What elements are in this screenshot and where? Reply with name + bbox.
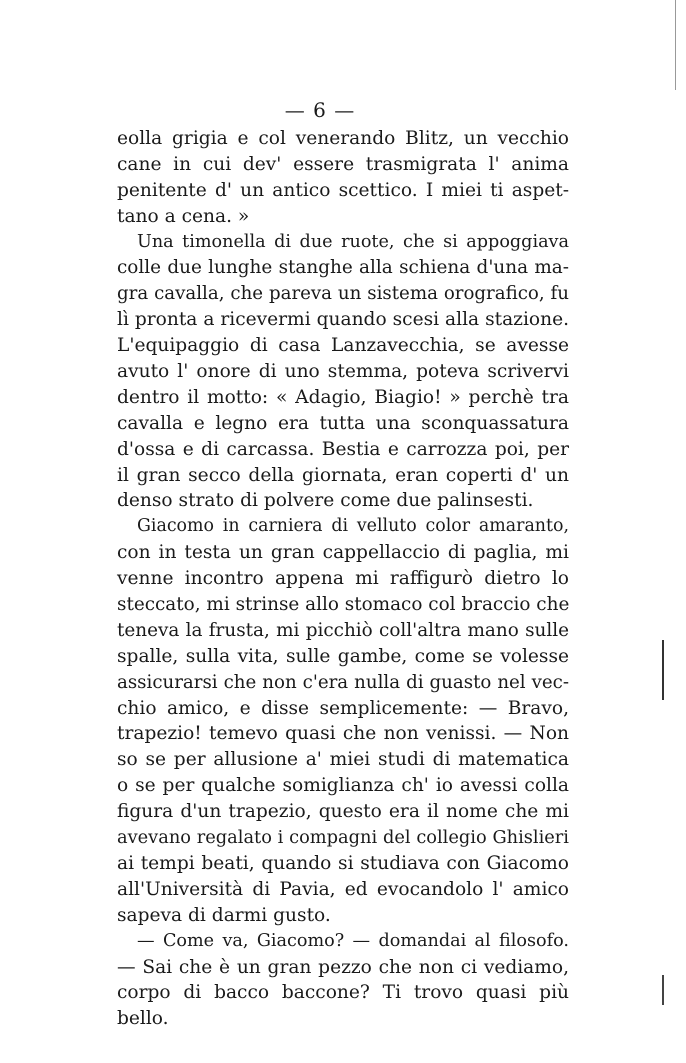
text-line: gra cavalla, che pareva un sistema orografico, fu — [117, 283, 569, 305]
text-line: all'Università di Pavia, ed evocandolo l' amico — [117, 878, 569, 900]
text-line: L'equipaggio di casa Lanzavecchia, se avesse — [117, 335, 569, 357]
text-line: bello. — [117, 1008, 169, 1030]
text-line: d'ossa e di carcassa. Bestia e carrozza poi, per — [117, 438, 569, 460]
text-line: sapeva di darmi gusto. — [117, 904, 331, 926]
text-line: Giacomo in carniera di velluto color amaranto, — [137, 516, 569, 537]
text-line: — Sai che è un gran pezzo che non ci vediamo, — [117, 956, 569, 978]
scan-edge-mark — [675, 0, 676, 90]
scan-edge-mark — [662, 640, 664, 700]
text-line: spalle, sulla vita, sulle gambe, come se volesse — [117, 645, 569, 667]
text-line: cane in cui dev' essere trasmigrata l' anima — [117, 153, 569, 175]
text-line: denso strato di polvere come due palinsesti. — [117, 490, 534, 512]
text-line: corpo di bacco baccone? Ti trovo quasi più — [117, 982, 569, 1004]
text-line: teneva la frusta, mi picchiò coll'altra mano sulle — [117, 619, 569, 641]
text-line: Una timonella di due ruote, che si appoggiava — [137, 231, 569, 252]
text-line: lì pronta a ricevermi quando scesi alla stazione. — [117, 309, 569, 331]
text-line: chio amico, e disse semplicemente: — Bravo, — [117, 697, 569, 719]
text-line: il gran secco della giornata, eran coperti d' un — [117, 464, 569, 486]
text-line: avuto l' onore di uno stemma, poteva scrivervi — [117, 361, 569, 383]
text-line: dentro il motto: « Adagio, Biagio! » perchè tra — [117, 386, 569, 408]
text-line: venne incontro appena mi raffigurò dietro lo — [117, 568, 569, 590]
text-line: colle due lunghe stanghe alla schiena d'una ma- — [117, 257, 569, 279]
text-line: con in testa un gran cappellaccio di paglia, mi — [117, 542, 569, 564]
text-line: assicurarsi che non c'era nulla di guasto nel vec- — [117, 671, 569, 693]
page-number: — 6 — — [284, 98, 356, 122]
text-line: so se per allusione a' miei studi di matematica — [117, 749, 569, 771]
text-line: trapezio! temevo quasi che non venissi. — Non — [117, 723, 569, 745]
text-line: — Come va, Giacomo? — domandai al filosofo. — [137, 930, 569, 951]
text-line: eolla grigia e col venerando Blitz, un vecchio — [117, 128, 569, 149]
text-line: penitente d' un antico scettico. I miei ti aspet- — [117, 179, 569, 201]
text-line: figura d'un trapezio, questo era il nome che mi — [117, 801, 569, 823]
text-line: o se per qualche somiglianza ch' io avessi colla — [117, 775, 569, 797]
body-text — [117, 126, 569, 1032]
scan-edge-mark — [662, 975, 664, 1005]
text-line: cavalla e legno era tutta una sconquassatura — [117, 412, 569, 434]
text-line: ai tempi beati, quando si studiava con Giacomo — [117, 852, 569, 874]
text-line: tano a cena. » — [117, 205, 250, 227]
text-line: steccato, mi strinse allo stomaco col braccio che — [117, 594, 570, 616]
text-line: avevano regalato i compagni del collegio Ghislieri — [117, 827, 569, 849]
